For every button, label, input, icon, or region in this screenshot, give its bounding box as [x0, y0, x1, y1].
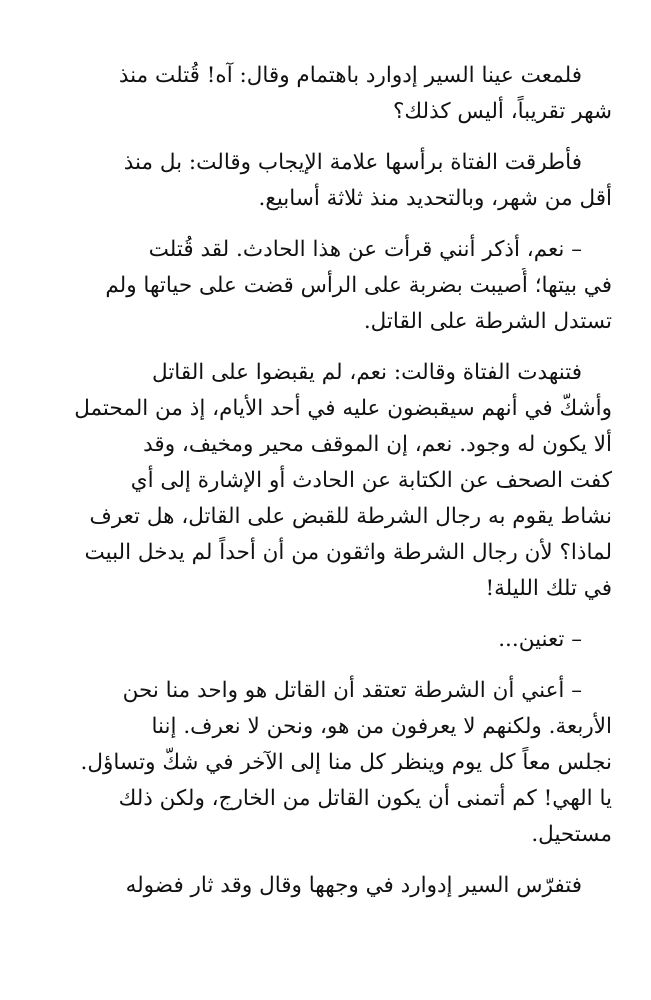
paragraph-2 — [42, 145, 612, 217]
paragraph-1 — [42, 58, 612, 130]
text-line: شهر تقريباً، أليس كذلك؟ — [393, 99, 612, 124]
text-line: – أعني أن الشرطة تعتقد أن القاتل هو واحد منا نحن — [122, 678, 582, 703]
text-line: كفت الصحف عن الكتابة عن الحادث أو الإشارة إلى أي — [130, 468, 612, 493]
paragraph-7 — [42, 868, 612, 904]
text-line: أقل من شهر، وبالتحديد منذ ثلاثة أسابيع. — [258, 186, 612, 211]
text-line: مستحيل. — [531, 822, 612, 847]
text-line: الأربعة. ولكنهم لا يعرفون من هو، ونحن لا نعرف. إننا — [151, 714, 612, 739]
text-line: لماذا؟ لأن رجال الشرطة واثقون من أن أحداً لم يدخل البيت — [84, 540, 612, 565]
text-line: نجلس معاً كل يوم وينظر كل منا إلى الآخر في شكّ وتساؤل. — [80, 750, 612, 775]
text-line: تستدل الشرطة على القاتل. — [363, 309, 612, 334]
text-line: في تلك الليلة! — [485, 576, 612, 601]
paragraph-3 — [42, 232, 612, 340]
text-line: نشاط يقوم به رجال الشرطة للقبض على القاتل، هل تعرف — [89, 504, 612, 529]
document-page — [42, 58, 612, 904]
paragraph-5 — [42, 622, 612, 658]
text-line: فتفرّس السير إدوارد في وجهها وقال وقد ثار فضوله — [125, 873, 582, 898]
text-line: يا الهي! كم أتمنى أن يكون القاتل من الخارج، ولكن ذلك — [118, 786, 612, 811]
text-line: – تعنين... — [498, 627, 582, 652]
paragraph-6 — [42, 673, 612, 853]
text-line: فأطرقت الفتاة برأسها علامة الإيجاب وقالت: بل منذ — [123, 150, 582, 175]
text-line: – نعم، أذكر أنني قرأت عن هذا الحادث. لقد قُتلت — [148, 237, 582, 262]
paragraph-4 — [42, 355, 612, 607]
text-line: وأشكّ في أنهم سيقبضون عليه في أحد الأيام، إذ من المحتمل — [74, 396, 612, 421]
text-line: ألا يكون له وجود. نعم، إن الموقف محير ومخيف، وقد — [143, 432, 612, 457]
text-line: فتنهدت الفتاة وقالت: نعم، لم يقبضوا على القاتل — [152, 360, 582, 385]
text-line: في بيتها؛ أُصيبت بضربة على الرأس قضت على حياتها ولم — [105, 273, 612, 298]
text-line: فلمعت عينا السير إدوارد باهتمام وقال: آه! قُتلت منذ — [118, 63, 582, 88]
